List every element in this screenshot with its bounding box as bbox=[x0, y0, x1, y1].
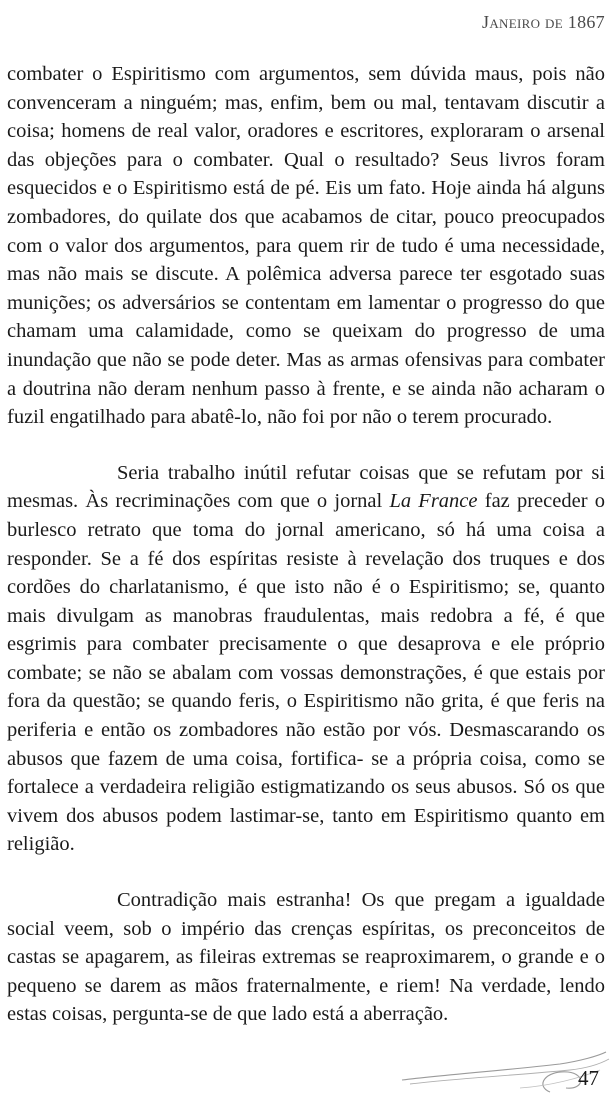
newspaper-title: La France bbox=[389, 490, 478, 513]
paragraph-3: Contradição mais estranha! Os que pregam a igualdade social veem, sob o império das crenças espíritas, os preconceitos de castas se apagarem, as fileiras extremas se reaproximarem, o grande e o pequeno se darem as mãos fraternalmente, e riem! Na verdade, lendo estas coisas, pergunta-se de que lado está a aberração. bbox=[7, 889, 605, 1026]
paragraph-2 bbox=[7, 459, 605, 859]
paragraph-2-text-rest: faz preceder o burlesco retrato que toma do jornal americano, só há uma coisa a responder. Se a fé dos espíritas resiste à revelação dos truques e dos cordões do charlatanismo, é que isto não é o Espiritismo; se, quanto mais divulgam as manobras fraudulentas, mais redobra a fé, é que esgrimis para combater precisamente o que desaprova e ele próprio combate; se não se abalam com vossas demonstrações, é que estais por fora da questão; se quando feris, o Espiritismo não grita, é que feris na periferia e então os zombadores não estão por vós. Desmascarando os abusos que fazem de uma coisa, fortifica- se a própria coisa, como se fortalece a verdadeira religião estigmatizando os seus abusos. Só os que vivem dos abusos podem lastimar-se, tanto em Espiritismo quanto em religião. bbox=[7, 490, 606, 856]
running-header: Janeiro de 1867 bbox=[482, 12, 605, 32]
paragraph-1: combater o Espiritismo com argumentos, sem dúvida maus, pois não convenceram a ninguém; mas, enfim, bem ou mal, tentavam discutir a coisa; homens de real valor, oradores e escritores, exploraram o arsenal das objeções para o combater. Qual o resultado? Seus livros foram esquecidos e o Espiritismo está de pé. Eis um fato. Hoje ainda há alguns zombadores, do quilate dos que acabamos de citar, pouco preocupados com o valor dos argumentos, para quem rir de tudo é uma necessidade, mas não mais se discute. A polêmica adversa parece ter esgotado suas munições; os adversários se contentam em lamentar o progresso do que chamam uma calamidade, como se queixam do progresso de uma inundação que não se pode deter. Mas as armas ofensivas para combater a doutrina não deram nenhum passo à frente, e se ainda não acharam o fuzil engatilhado para abatê-lo, não foi por não o terem procurado. bbox=[7, 63, 605, 429]
page-number: 47 bbox=[578, 1066, 599, 1090]
page-body bbox=[7, 60, 605, 1029]
paragraph-2-text-start: Seria trabalho inútil refutar coisas que se refutam por si mesmas. Às recriminações com que o jornal bbox=[7, 461, 605, 513]
